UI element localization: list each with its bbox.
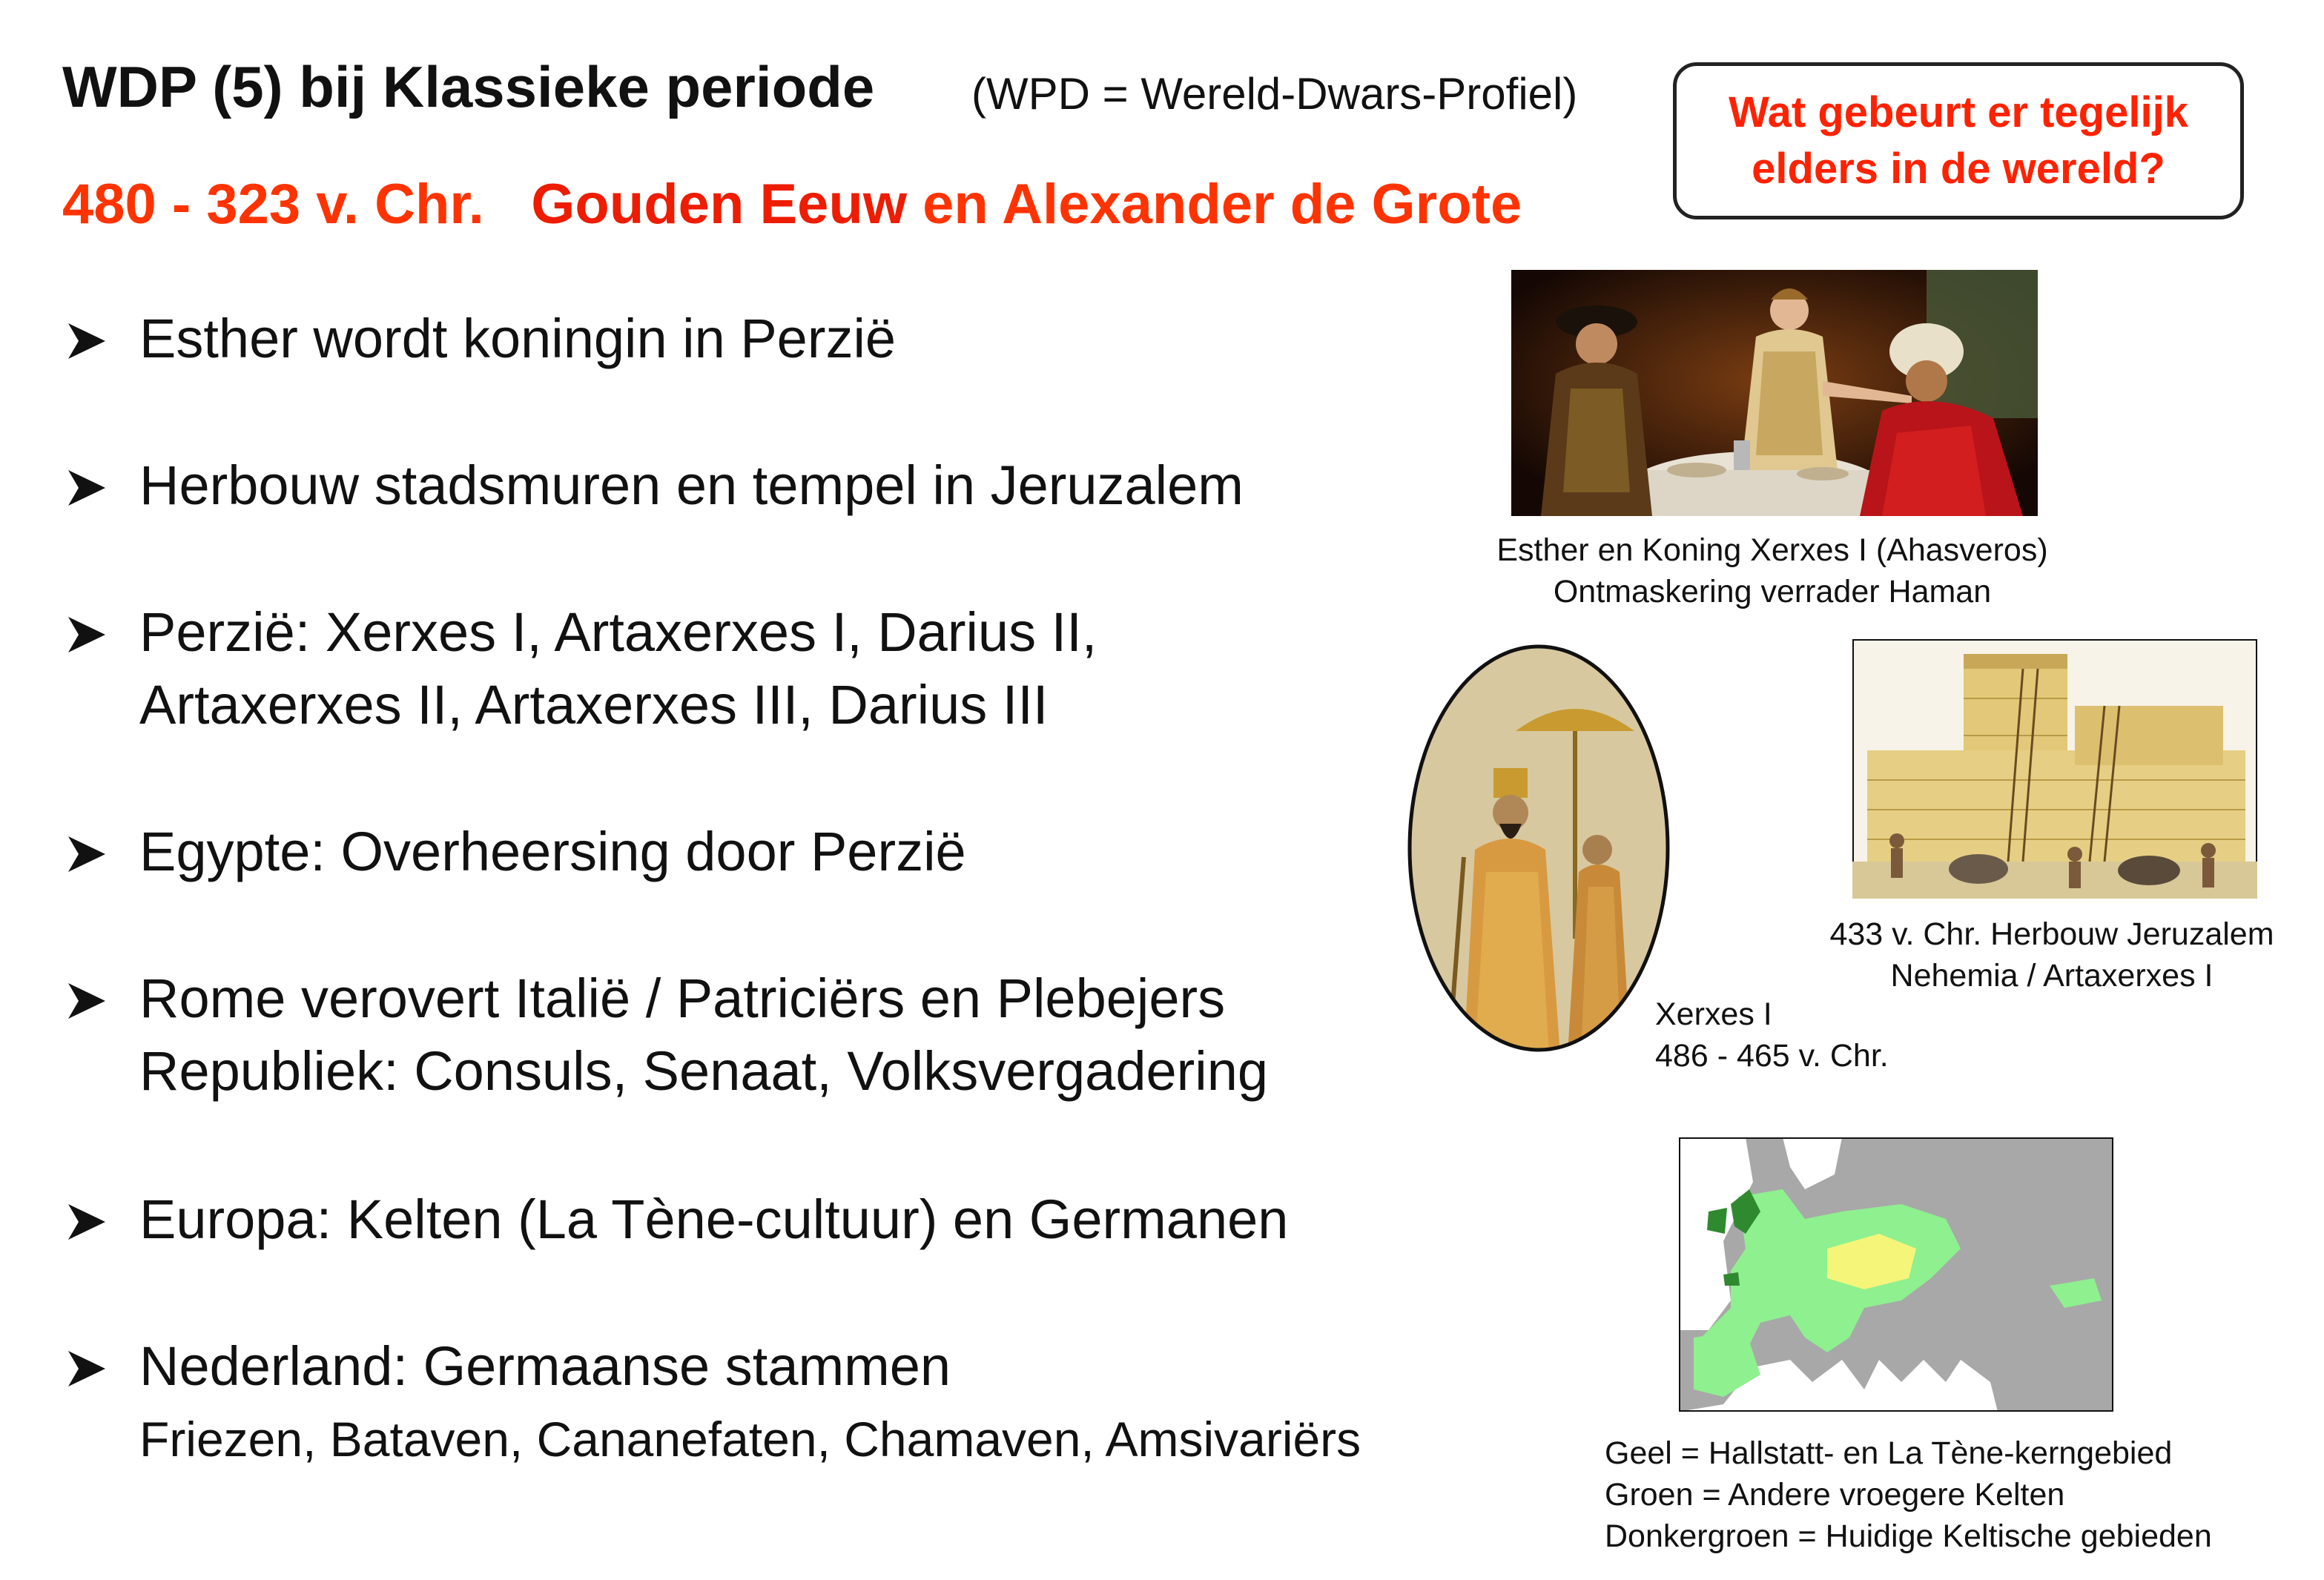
page-subtitle: (WPD = Wereld-Dwars-Profiel) [971, 69, 1578, 119]
bullet-text: Herbouw stadsmuren en tempel in Jeruzalem [139, 455, 1244, 516]
period-headline [62, 172, 1522, 237]
esther-caption-line-2: Ontmaskering verrader Haman [1553, 574, 1992, 609]
arrowhead-bullet-icon [62, 832, 110, 876]
jerusalem-caption-line-1: 433 v. Chr. Herbouw Jeruzalem [1829, 916, 2274, 952]
arrowhead-bullet-icon [62, 1346, 110, 1391]
xerxes-caption [1655, 994, 1889, 1077]
esther-caption-line-1: Esther en Koning Xerxes I (Ahasveros) [1496, 532, 2048, 568]
bullet-text: Perzië: Xerxes I, Artaxerxes I, Darius II, [139, 601, 1097, 663]
callout-line-2: elders in de wereld? [1752, 145, 2165, 193]
xerxes-relief-image [1404, 642, 1673, 1054]
esther-caption [1453, 529, 2091, 612]
bullet-text: Rome verovert Italië / Patriciërs en Plebejers [139, 968, 1226, 1029]
period-golden-age: Gouden Eeuw [531, 173, 907, 236]
arrowhead-bullet-icon [62, 979, 110, 1023]
bullet-text: Esther wordt koningin in Perzië [139, 308, 897, 369]
bullet-persia [62, 596, 1097, 741]
celtic-europe-map-illustration [1679, 1137, 2113, 1412]
map-legend-green: Groen = Andere vroegere Kelten [1605, 1477, 2065, 1513]
xerxes-caption-line-1: Xerxes I [1655, 996, 1772, 1032]
jerusalem-caption [1780, 913, 2324, 996]
page-title: WDP (5) bij Klassieke periode [62, 54, 875, 119]
bullet-subtext: Friezen, Bataven, Cananefaten, Chamaven, Amsivariërs [139, 1412, 1361, 1467]
bullet-netherlands [62, 1330, 1361, 1475]
jerusalem-rebuild-image [1852, 639, 2257, 899]
bullet-rome [62, 962, 1268, 1108]
bullet-jerusalem [62, 449, 1244, 522]
esther-painting-illustration [1511, 270, 2038, 516]
xerxes-relief-illustration [1404, 642, 1673, 1054]
bullet-text: Egypte: Overheersing door Perzië [139, 821, 966, 882]
map-legend [1605, 1432, 2212, 1557]
map-legend-darkgreen: Donkergroen = Huidige Keltische gebieden [1605, 1518, 2212, 1554]
celtic-europe-map [1679, 1137, 2113, 1412]
bullet-egypt [62, 816, 966, 888]
jerusalem-rebuild-illustration [1852, 639, 2257, 899]
period-years: 480 - 323 v. Chr. [62, 173, 484, 236]
map-legend-yellow: Geel = Hallstatt- en La Tène-kerngebied [1605, 1435, 2173, 1471]
bullet-europe [62, 1183, 1288, 1256]
xerxes-caption-line-2: 486 - 465 v. Chr. [1655, 1038, 1889, 1074]
period-alexander: en Alexander de Grote [922, 173, 1522, 236]
arrowhead-bullet-icon [62, 319, 110, 363]
callout-box [1673, 62, 2244, 219]
esther-painting-image [1511, 270, 2038, 516]
callout-line-1: Wat gebeurt er tegelijk [1729, 88, 2188, 136]
bullet-text: Europa: Kelten (La Tène-cultuur) en Germanen [139, 1189, 1289, 1250]
arrowhead-bullet-icon [62, 1200, 110, 1244]
bullet-text-line-2: Artaxerxes II, Artaxerxes III, Darius III [139, 674, 1049, 736]
arrowhead-bullet-icon [62, 466, 110, 510]
bullet-text-line-2: Republiek: Consuls, Senaat, Volksvergadering [139, 1040, 1269, 1102]
arrowhead-bullet-icon [62, 612, 110, 657]
bullet-text: Nederland: Germaanse stammen [139, 1335, 951, 1397]
bullet-esther [62, 303, 896, 375]
jerusalem-caption-line-2: Nehemia / Artaxerxes I [1890, 958, 2214, 994]
